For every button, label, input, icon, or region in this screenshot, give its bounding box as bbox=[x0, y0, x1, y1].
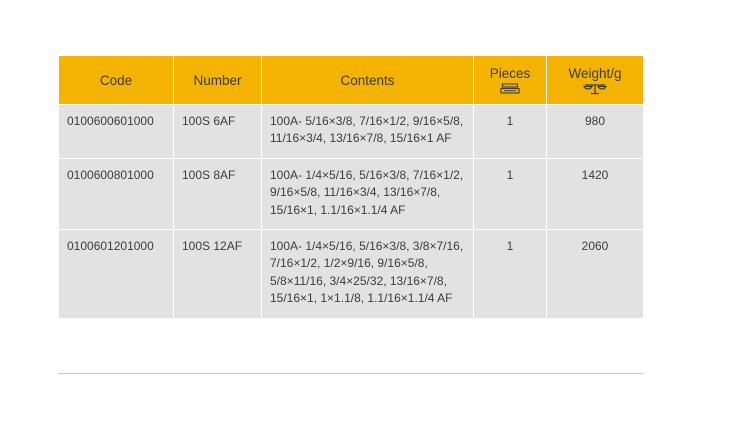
cell-contents: 100A- 1/4×5/16, 5/16×3/8, 7/16×1/2, 9/16×5/8, 11/16×3/4, 13/16×7/8, 15/16×1, 1.1/16×1.1/4 AF bbox=[262, 158, 474, 229]
column-header-weight-label: Weight/g bbox=[568, 65, 622, 81]
column-header-code bbox=[59, 56, 174, 105]
table-row bbox=[59, 229, 644, 318]
product-table bbox=[58, 55, 644, 319]
cell-code: 0100600601000 bbox=[59, 105, 174, 159]
column-header-number-label: Number bbox=[193, 72, 242, 88]
column-header-pieces-label: Pieces bbox=[489, 65, 531, 81]
cell-code: 0100600801000 bbox=[59, 158, 174, 229]
cell-pieces: 1 bbox=[474, 105, 547, 159]
column-header-contents-label: Contents bbox=[340, 72, 395, 88]
column-header-contents bbox=[262, 56, 474, 105]
cell-contents: 100A- 1/4×5/16, 5/16×3/8, 3/8×7/16, 7/16×1/2, 1/2×9/16, 9/16×5/8, 5/8×11/16, 3/4×25/32, 13/16×7/8, 15/16×1, 1×1.1/8, 1.1/16×1.1/4 AF bbox=[262, 229, 474, 318]
table-row bbox=[59, 158, 644, 229]
tray-icon bbox=[500, 82, 520, 95]
table-row bbox=[59, 105, 644, 159]
cell-pieces: 1 bbox=[474, 158, 547, 229]
cell-contents: 100A- 5/16×3/8, 7/16×1/2, 9/16×5/8, 11/16×3/4, 13/16×7/8, 15/16×1 AF bbox=[262, 105, 474, 159]
cell-weight: 980 bbox=[547, 105, 644, 159]
column-header-pieces bbox=[474, 56, 547, 105]
column-header-code-label: Code bbox=[99, 72, 133, 88]
scale-icon bbox=[583, 82, 607, 95]
column-header-weight bbox=[547, 56, 644, 105]
cell-pieces: 1 bbox=[474, 229, 547, 318]
bottom-divider bbox=[58, 373, 643, 374]
column-header-number bbox=[174, 56, 262, 105]
cell-number: 100S 6AF bbox=[174, 105, 262, 159]
cell-number: 100S 12AF bbox=[174, 229, 262, 318]
product-table-container bbox=[58, 55, 643, 319]
table-header-row bbox=[59, 56, 644, 105]
cell-number: 100S 8AF bbox=[174, 158, 262, 229]
table-body bbox=[59, 105, 644, 319]
cell-code: 0100601201000 bbox=[59, 229, 174, 318]
cell-weight: 2060 bbox=[547, 229, 644, 318]
table-header bbox=[59, 56, 644, 105]
cell-weight: 1420 bbox=[547, 158, 644, 229]
